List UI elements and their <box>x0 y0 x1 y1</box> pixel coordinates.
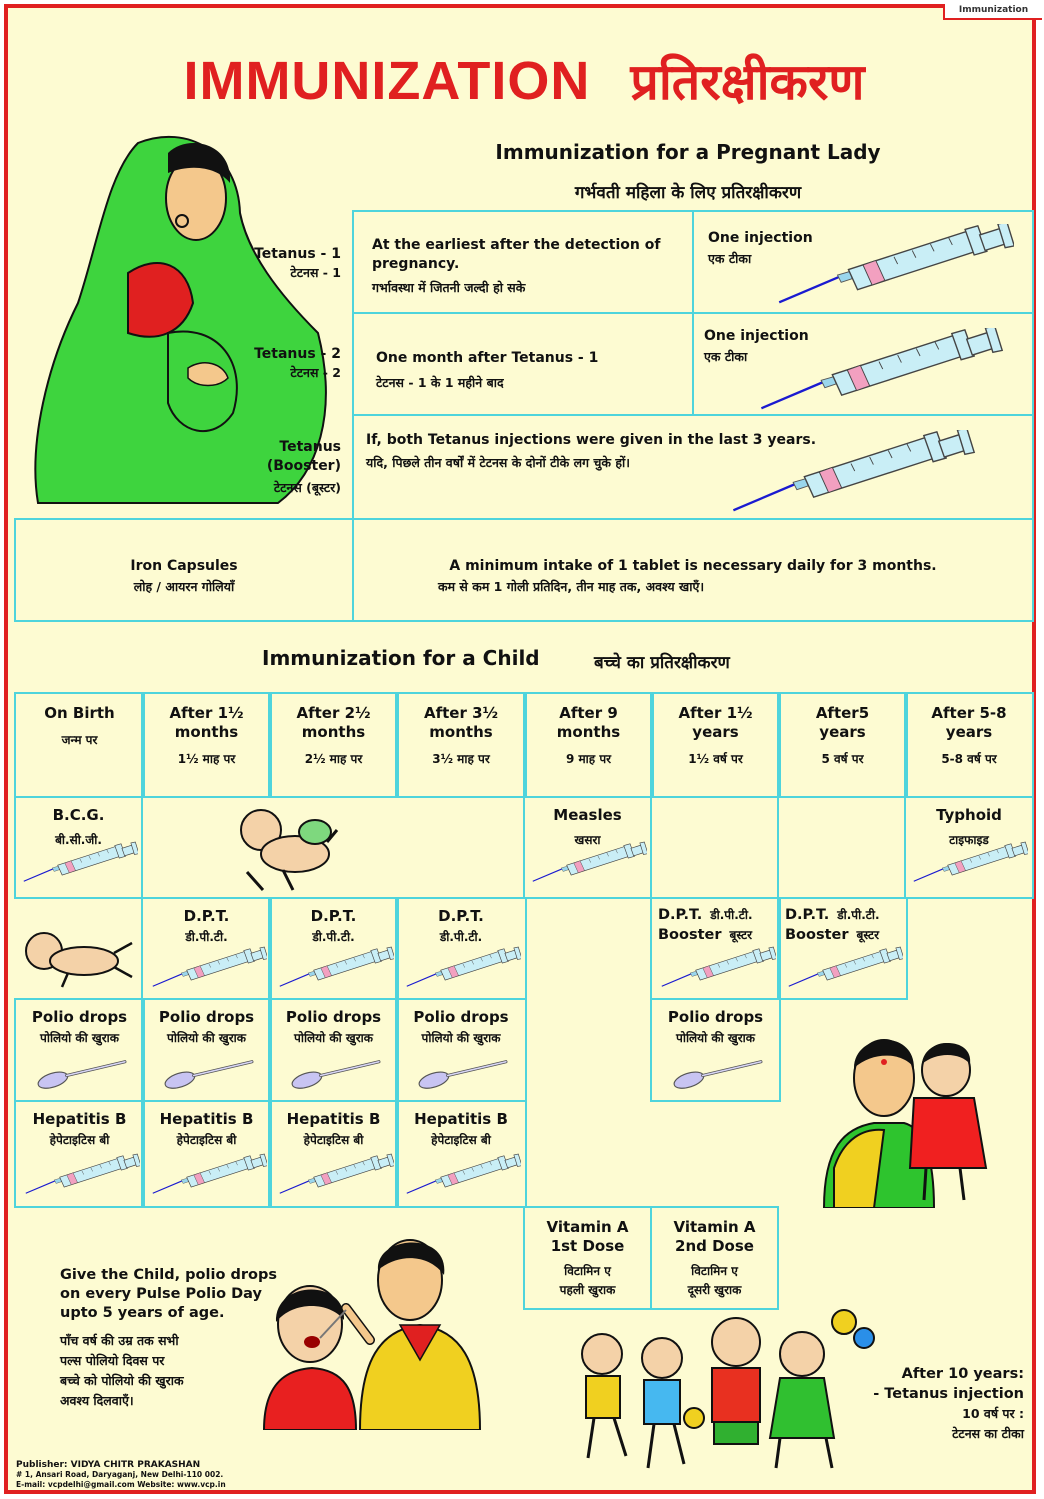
hepatitis-b-cell <box>268 1100 399 1208</box>
measles-cell <box>523 796 652 899</box>
syringe-icon <box>660 943 776 993</box>
dpt-booster-hi1: डी.पी.टी. <box>837 908 880 922</box>
iron-note-cell <box>352 518 1034 622</box>
dpt-label <box>270 907 397 945</box>
dpt-booster-line1 <box>785 905 903 925</box>
booster-note: If, both Tetanus injections were given in the last 3 years. <box>366 432 817 448</box>
publisher-address: # 1, Ansari Road, Daryaganj, New Delhi-110 002. <box>16 1470 224 1479</box>
booster-note-hindi: यदि, पिछले तीन वर्षों में टेटनस के दोनों टीके लग चुके हों। <box>366 455 630 470</box>
vitamin-a-2-cell <box>650 1206 779 1310</box>
age-header-cell <box>268 692 399 798</box>
polio-label <box>652 1008 779 1046</box>
polio-label-en: Polio drops <box>285 1008 382 1026</box>
age-header <box>779 704 906 767</box>
syringe-icon <box>531 838 647 888</box>
tt1-label-hi: टेटनस - 1 <box>290 265 341 280</box>
polio-label <box>143 1008 270 1046</box>
iron-label: Iron Capsules <box>130 558 238 574</box>
age-header <box>652 704 779 767</box>
polio-label-en: Polio drops <box>667 1008 764 1026</box>
publisher-contact: E-mail: vcpdelhi@gmail.com Website: www.vcp.in <box>16 1480 226 1489</box>
newborn-illustration <box>18 923 138 993</box>
vita2-name-hindi: विटामिन ए <box>691 1264 738 1278</box>
hepatitis-b-cell <box>14 1100 145 1208</box>
syringe-icon <box>405 1150 521 1200</box>
syringe-icon <box>912 838 1028 888</box>
hepatitis-b-cell <box>395 1100 527 1208</box>
hepatitis-b-cell <box>141 1100 272 1208</box>
crawling-baby-cell <box>141 796 525 899</box>
tt1-when-hindi: गर्भावस्था में जितनी जल्दी हो सके <box>372 280 526 295</box>
dpt-cell <box>395 897 527 1000</box>
pulse-polio-hindi-line: पाँच वर्ष की उम्र तक सभी <box>60 1333 179 1348</box>
age-label: After 5-8 <box>931 704 1007 722</box>
tt1-dose-hindi: एक टीका <box>708 251 752 266</box>
after10-hindi1: 10 वर्ष पर : <box>962 1406 1024 1421</box>
hepatitis-b-label-en: Hepatitis B <box>414 1110 508 1128</box>
hepatitis-b-label-en: Hepatitis B <box>286 1110 381 1128</box>
measles-name-hindi: खसरा <box>574 833 601 847</box>
polio-label-hi: पोलियो की खुराक <box>167 1031 246 1045</box>
age-label-hindi: 1½ माह पर <box>177 752 236 766</box>
polio-cell <box>141 998 272 1102</box>
after-10-years-note <box>848 1364 1024 1444</box>
syringe-icon <box>787 943 903 993</box>
mother-child-illustration <box>814 1018 1024 1208</box>
tt2-when-hindi: टेटनस - 1 के 1 महीने बाद <box>376 375 504 390</box>
pulse-polio-hindi-line: पल्स पोलियो दिवस पर <box>60 1353 165 1368</box>
dpt-label-hi: डी.पी.टी. <box>439 930 483 944</box>
tt1-when: At the earliest after the detection of pregnancy. <box>372 237 661 272</box>
pulse-polio-line: Give the Child, polio drops <box>60 1267 277 1283</box>
dpt-booster-hi2: बूस्टर <box>856 928 880 942</box>
syringe-icon <box>726 430 976 514</box>
syringe-icon <box>22 838 138 888</box>
dpt-label-hi: डी.पी.टी. <box>312 930 355 944</box>
booster-label <box>223 438 341 497</box>
publisher-name: Publisher: VIDYA CHITR PRAKASHAN <box>16 1460 201 1470</box>
hepatitis-b-label-hi: हेपेटाइटिस बी <box>176 1133 237 1147</box>
age-header-cell <box>395 692 527 798</box>
tt2-dose-hindi: एक टीका <box>704 349 748 364</box>
tt2-when: One month after Tetanus - 1 <box>376 350 599 366</box>
age-label: After 2½ <box>296 704 371 722</box>
booster-label-hi: टेटनस (बूस्टर) <box>273 480 341 495</box>
age-label: After 9 <box>559 704 618 722</box>
polio-label <box>16 1008 143 1046</box>
age-header-cell <box>14 692 145 798</box>
age-header <box>16 704 143 748</box>
age-label: After 1½ <box>678 704 753 722</box>
polio-label-hi: पोलियो की खुराक <box>421 1031 501 1045</box>
age-header-cell <box>523 692 654 798</box>
iron-label-hindi: लोह / आयरन गोलियाँ <box>133 579 235 594</box>
syringe-icon <box>754 328 1004 412</box>
hepatitis-b-label <box>270 1110 397 1148</box>
dpt-booster-line1 <box>658 905 776 925</box>
tt2-dose-cell <box>692 312 1034 416</box>
polio-label <box>397 1008 525 1046</box>
after10-line2: - Tetanus injection <box>873 1386 1024 1402</box>
dpt-cell <box>141 897 272 1000</box>
polio-label-en: Polio drops <box>413 1008 509 1026</box>
child-heading: Immunization for a Child <box>262 646 540 670</box>
polio-cell <box>395 998 527 1102</box>
age-header-cell <box>904 692 1034 798</box>
pulse-polio-line: upto 5 years of age. <box>60 1305 225 1321</box>
dpt-booster-hi1: डी.पी.टी. <box>710 908 753 922</box>
children-playing-illustration <box>564 1308 876 1476</box>
age-header <box>270 704 397 767</box>
polio-cell <box>268 998 399 1102</box>
measles-name: Measles <box>553 806 622 824</box>
empty-cell <box>777 796 906 899</box>
vita1-dose: 1st Dose <box>550 1237 625 1255</box>
vita2-name: Vitamin A <box>673 1218 756 1236</box>
age-header <box>906 704 1032 767</box>
polio-cell <box>650 998 781 1102</box>
age-unit: months <box>174 723 239 741</box>
dpt-booster-cell <box>650 897 781 1000</box>
age-label-hindi: 5 वर्ष पर <box>821 752 864 766</box>
iron-note: A minimum intake of 1 tablet is necessary daily for 3 months. <box>449 558 937 574</box>
syringe-icon <box>151 1150 267 1200</box>
after10-line1: After 10 years: <box>901 1366 1024 1382</box>
iron-label-cell <box>14 518 354 622</box>
age-label: After5 <box>815 704 870 722</box>
syringe-icon <box>278 943 394 993</box>
tt1-dose: One injection <box>708 230 813 246</box>
syringe-icon <box>278 1150 394 1200</box>
pulse-polio-hindi-line: बच्चे को पोलियो की खुराक <box>60 1373 184 1388</box>
polio-label-en: Polio drops <box>31 1008 128 1026</box>
age-unit: years <box>819 723 866 741</box>
pulse-polio-hindi-line: अवश्य दिलवाएँ। <box>60 1393 134 1408</box>
tt2-label-en: Tetanus - 2 <box>254 346 341 362</box>
vitamin-a-1-cell <box>523 1206 652 1310</box>
age-header <box>397 704 525 767</box>
age-label-hindi: जन्म पर <box>61 733 98 747</box>
typhoid-name: Typhoid <box>936 806 1002 824</box>
hepatitis-b-label <box>143 1110 270 1148</box>
age-label: On Birth <box>44 704 115 722</box>
hepatitis-b-label-hi: हेपेटाइटिस बी <box>431 1133 491 1147</box>
syringe-icon <box>405 943 521 993</box>
pulse-polio-note <box>60 1266 277 1411</box>
dpt-label <box>143 907 270 945</box>
syringe-icon <box>774 224 1014 306</box>
age-header-cell <box>650 692 781 798</box>
age-label-hindi: 5-8 वर्ष पर <box>941 752 997 766</box>
age-label: After 3½ <box>423 704 499 722</box>
booster-label-en2: (Booster) <box>266 458 341 474</box>
iron-note-hindi: कम से कम 1 गोली प्रतिदिन, तीन माह तक, अवश्य खाएँ। <box>438 579 705 594</box>
age-header-cell <box>777 692 908 798</box>
vita1-dose-hindi: पहली खुराक <box>559 1283 616 1297</box>
booster-cell <box>352 414 1034 520</box>
corner-tag: Immunization <box>943 4 1042 20</box>
dpt-cell <box>268 897 399 1000</box>
vita1-name-hindi: विटामिन ए <box>564 1264 611 1278</box>
polio-dropper-spoon-icon <box>163 1058 255 1090</box>
vita1-name: Vitamin A <box>546 1218 629 1236</box>
hepatitis-b-label-hi: हेपेटाइटिस बी <box>49 1133 110 1147</box>
polio-label <box>270 1008 397 1046</box>
dpt-label-en: D.P.T. <box>183 907 230 925</box>
age-unit: months <box>429 723 493 741</box>
polio-label-en: Polio drops <box>158 1008 255 1026</box>
dpt-label <box>397 907 525 945</box>
age-header <box>525 704 652 767</box>
father-giving-drops-illustration <box>260 1230 490 1430</box>
dpt-booster-label <box>785 905 903 945</box>
polio-label-hi: पोलियो की खुराक <box>676 1031 755 1045</box>
pregnant-heading-hindi: गर्भवती महिला के लिए प्रतिरक्षीकरण <box>574 183 802 203</box>
tt2-label-hi: टेटनस - 2 <box>290 365 341 380</box>
polio-label-hi: पोलियो की खुराक <box>40 1031 119 1045</box>
bcg-name-hindi: बी.सी.जी. <box>55 833 102 847</box>
tt1-when-cell <box>352 210 694 314</box>
syringe-icon <box>151 943 267 993</box>
syringe-icon <box>24 1150 140 1200</box>
dpt-booster-en2: Booster <box>785 927 849 943</box>
child-heading-hindi: बच्चे का प्रतिरक्षीकरण <box>594 653 730 673</box>
after10-hindi2: टेटनस का टीका <box>952 1426 1024 1441</box>
tt2-when-cell <box>352 312 694 416</box>
tt2-label <box>223 346 341 381</box>
age-unit: years <box>692 723 739 741</box>
crawling-baby-illustration <box>233 802 343 894</box>
title-hindi: प्रतिरक्षीकरण <box>630 54 865 110</box>
hepatitis-b-label <box>397 1110 525 1148</box>
tt1-label <box>223 246 341 281</box>
bcg-cell <box>14 796 143 899</box>
age-label-hindi: 1½ वर्ष पर <box>688 752 743 766</box>
vita2-dose-hindi: दूसरी खुराक <box>687 1283 742 1297</box>
dpt-booster-line2 <box>785 925 903 945</box>
tt1-dose-cell <box>692 210 1034 314</box>
dpt-booster-en2: Booster <box>658 927 722 943</box>
dpt-label-en: D.P.T. <box>438 907 484 925</box>
dpt-label-en: D.P.T. <box>310 907 357 925</box>
pregnant-heading: Immunization for a Pregnant Lady <box>495 140 881 164</box>
publisher-info <box>16 1460 226 1490</box>
polio-dropper-spoon-icon <box>417 1058 509 1090</box>
hepatitis-b-label-hi: हेपेटाइटिस बी <box>303 1133 364 1147</box>
pulse-polio-line: on every Pulse Polio Day <box>60 1286 262 1302</box>
age-label-hindi: 3½ माह पर <box>432 752 490 766</box>
age-header <box>143 704 270 767</box>
tt1-label-en: Tetanus - 1 <box>254 246 341 262</box>
age-header-cell <box>141 692 272 798</box>
hepatitis-b-label-en: Hepatitis B <box>159 1110 254 1128</box>
polio-dropper-spoon-icon <box>36 1058 128 1090</box>
dpt-booster-en1: D.P.T. <box>658 907 703 923</box>
age-unit: months <box>301 723 366 741</box>
age-label-hindi: 2½ माह पर <box>304 752 363 766</box>
age-unit: years <box>945 723 993 741</box>
vita2-dose: 2nd Dose <box>675 1237 754 1255</box>
dpt-booster-line2 <box>658 925 776 945</box>
hepatitis-b-label-en: Hepatitis B <box>32 1110 127 1128</box>
polio-cell <box>14 998 145 1102</box>
title-english: IMMUNIZATION <box>183 51 591 111</box>
tt2-dose: One injection <box>704 328 809 344</box>
dpt-booster-en1: D.P.T. <box>785 907 830 923</box>
dpt-booster-hi2: बूस्टर <box>729 928 753 942</box>
dpt-booster-cell <box>777 897 908 1000</box>
page-title <box>8 46 1040 114</box>
booster-label-en: Tetanus <box>279 439 341 455</box>
typhoid-cell <box>904 796 1034 899</box>
polio-dropper-spoon-icon <box>672 1058 764 1090</box>
poster <box>4 4 1036 1494</box>
age-label: After 1½ <box>169 704 244 722</box>
age-label-hindi: 9 माह पर <box>565 752 612 766</box>
typhoid-name-hindi: टाइफाइड <box>949 833 989 847</box>
hepatitis-b-label <box>16 1110 143 1148</box>
polio-label-hi: पोलियो की खुराक <box>294 1031 373 1045</box>
dpt-booster-label <box>658 905 776 945</box>
age-unit: months <box>556 723 621 741</box>
empty-cell <box>650 796 779 899</box>
polio-dropper-spoon-icon <box>290 1058 382 1090</box>
bcg-name: B.C.G. <box>52 806 105 824</box>
dpt-label-hi: डी.पी.टी. <box>185 930 228 944</box>
